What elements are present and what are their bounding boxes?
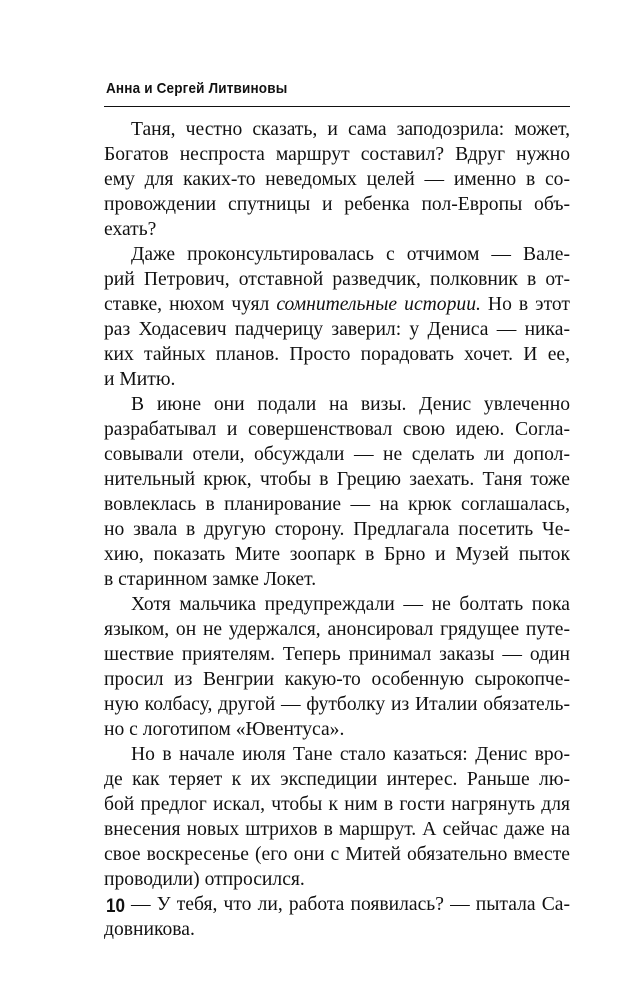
text-line: разрабатывал и совершенствовал свою идею. Согла- bbox=[104, 419, 570, 440]
text-line: Таня, честно сказать, и сама заподозрила: может, bbox=[131, 119, 570, 140]
text-line: В июне они подали на визы. Денис увлеченно bbox=[131, 394, 570, 415]
text-line: Даже проконсультировалась с отчимом — Вале- bbox=[131, 244, 570, 265]
text-line: Хотя мальчика предупреждали — не болтать пока bbox=[131, 594, 570, 615]
text-line: ких тайных планов. Просто порадовать хочет. И ее, bbox=[104, 344, 570, 365]
text-line: бой предлог искал, чтобы к ним в гости нагрянуть для bbox=[104, 794, 570, 815]
text-line: — У тебя, что ли, работа появилась? — пытала Са- bbox=[131, 894, 570, 915]
text-line: в старинном замке Локет. bbox=[104, 569, 317, 590]
text-line: раз Ходасевич падчерицу заверил: у Дениса — ника- bbox=[104, 319, 570, 340]
text-line: языком, он не удержался, анонсировал грядущее путе- bbox=[104, 619, 570, 640]
text-line: вовлеклась в планирование — на крюк соглашалась, bbox=[104, 494, 570, 515]
text-line: довникова. bbox=[104, 919, 195, 940]
text-line: но звала в другую сторону. Предлагала посетить Че- bbox=[104, 519, 570, 540]
text-line: внесения новых штрихов в маршрут. А сейчас даже на bbox=[104, 819, 570, 840]
page-number: 10 bbox=[106, 896, 126, 917]
running-head-authors: Анна и Сергей Литвиновы bbox=[106, 80, 288, 97]
text-line: Богатов неспроста маршрут составил? Вдруг нужно bbox=[104, 144, 570, 165]
text-line: провождении спутницы и ребенка пол-Европы объ- bbox=[104, 194, 570, 215]
text-line: Но в начале июля Тане стало казаться: Денис вро- bbox=[131, 744, 570, 765]
text-line: но с логотипом «Ювентуса». bbox=[104, 719, 345, 740]
italic-phrase: сомнительные истории. bbox=[276, 294, 481, 315]
text-line bbox=[104, 292, 570, 317]
text-fragment: Но в этот bbox=[487, 294, 570, 315]
text-line: и Митю. bbox=[104, 369, 176, 390]
text-line: проводили) отпросился. bbox=[104, 869, 305, 890]
body-text bbox=[104, 117, 570, 942]
text-line: хию, показать Мите зоопарк в Брно и Музей пыток bbox=[104, 544, 570, 565]
text-line: рий Петрович, отставной разведчик, полковник в от- bbox=[104, 269, 570, 290]
text-line: свое воскресенье (его они с Митей обязательно вместе bbox=[104, 844, 570, 865]
text-line: ему для каких-то неведомых целей — именно в со- bbox=[104, 169, 570, 190]
text-line: просил из Венгрии какую-то особенную сырокопче- bbox=[104, 669, 570, 690]
text-line: ную колбасу, другой — футболку из Италии обязатель- bbox=[104, 694, 570, 715]
header-rule bbox=[104, 106, 570, 107]
text-line: ехать? bbox=[104, 219, 157, 240]
text-line: де как теряет к их экспедиции интерес. Раньше лю- bbox=[104, 769, 570, 790]
text-line: совывали отели, обсуждали — не сделать ли допол- bbox=[104, 444, 570, 465]
text-fragment: ставке, нюхом чуял bbox=[104, 294, 270, 315]
text-line: нительный крюк, чтобы в Грецию заехать. Таня тоже bbox=[104, 469, 570, 490]
text-line: шествие приятелям. Теперь принимал заказы — один bbox=[104, 644, 570, 665]
